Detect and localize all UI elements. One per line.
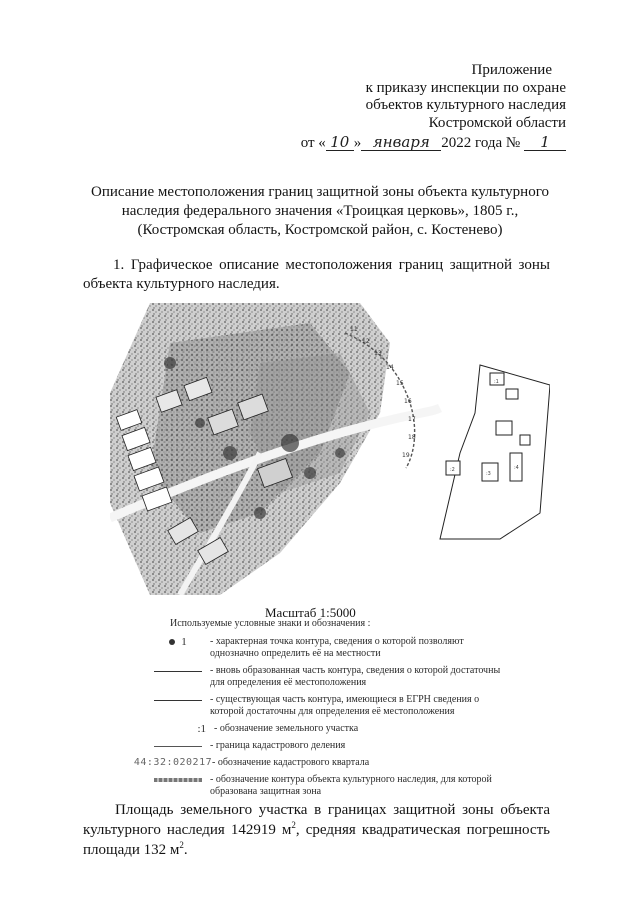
legend-item [150,774,510,798]
svg-text:15: 15 [396,380,404,387]
heritage-object-contour-icon [154,778,202,782]
order-date-line [301,135,566,153]
section-graphic-description [83,256,550,294]
legend-item [133,757,510,769]
legend-item-text: - обозначение кадастрового квартала [212,757,370,768]
legend-item-text: - обозначение контура объекта культурного наследия, для которой образована защитная зона [210,774,492,797]
svg-text:16: 16 [404,398,412,405]
map-legend [133,618,510,803]
header-line: к приказу инспекции по охране [365,79,566,96]
area-text: , средняя квадратическая погрешность [295,822,550,838]
svg-text:12: 12 [362,338,370,345]
legend-point-label: 1 [181,636,187,648]
svg-text:13: 13 [374,350,382,357]
area-text: площади 132 м [83,842,180,858]
area-paragraph [83,800,550,860]
title-line: Описание местоположения границ защитной зоны объекта культурного [91,184,549,200]
legend-item-text: - обозначение земельного участка [214,723,359,734]
date-prefix: от « [300,135,326,151]
order-month: января [361,135,441,151]
section-line: 1. Графическое описание местоположения границ защитной зоны [113,257,550,273]
legend-item [150,740,510,752]
legend-quarter-code: 44:32:020217 [133,757,213,768]
title-line: наследия федерального значения «Троицкая церковь», 1805 г., [121,203,519,219]
svg-text::2: :2 [450,467,455,473]
cadastral-map-image [110,303,550,595]
point-marker-icon [169,639,175,645]
area-text: . [183,842,188,858]
area-line [83,820,550,840]
date-mid: » [353,135,362,151]
svg-text:11: 11 [350,326,358,333]
svg-text::3: :3 [486,471,491,477]
existing-boundary-line-icon [154,700,202,701]
legend-parcel-label: :1 [197,723,206,735]
new-boundary-line-icon [154,671,202,672]
legend-item-text: - граница кадастрового деления [210,740,346,751]
area-line: Площадь земельного участка в границах защитной зоны объекта [115,802,550,818]
title-line: (Костромская область, Костромской район, с. Костенево) [137,222,503,238]
map-scale: Масштаб 1:5000 [265,605,356,620]
area-unit-sup: 2 [291,820,296,830]
legend-item [150,636,510,660]
section-line: объекта культурного наследия. [83,276,280,292]
svg-text:18: 18 [408,434,416,441]
legend-item-text: - существующая часть контура, имеющиеся в ЕГРН сведения о которой достаточны для определения её местоположения [210,694,480,717]
area-unit-sup: 2 [179,840,184,850]
legend-item [150,694,510,718]
svg-text:19: 19 [402,452,410,459]
svg-text:17: 17 [408,416,416,423]
document-title [60,183,580,240]
legend-item [150,665,510,689]
header-line: объектов культурного наследия [365,97,566,113]
header-line: Приложение [471,62,552,78]
cadastral-map [110,303,550,595]
svg-text:14: 14 [386,364,394,371]
area-line [83,842,188,858]
cadastral-division-line-icon [154,746,202,747]
order-number: 1 [524,135,566,151]
order-day: 10 [326,135,354,151]
svg-text::4: :4 [514,465,519,471]
legend-item-text: - вновь образованная часть контура, сведения о которой достаточны для определения её местоположения [210,665,501,688]
legend-title: Используемые условные знаки и обозначения : [170,618,371,629]
svg-text::1: :1 [494,379,499,385]
legend-item [150,723,510,735]
document-header [301,62,566,153]
header-line: Костромской области [428,114,566,131]
legend-item-text: - характерная точка контура, сведения о которой позволяют однозначно определить её на местности [210,636,464,659]
area-text: культурного наследия 142919 м [83,822,292,838]
order-year: 2022 года № [441,135,521,151]
